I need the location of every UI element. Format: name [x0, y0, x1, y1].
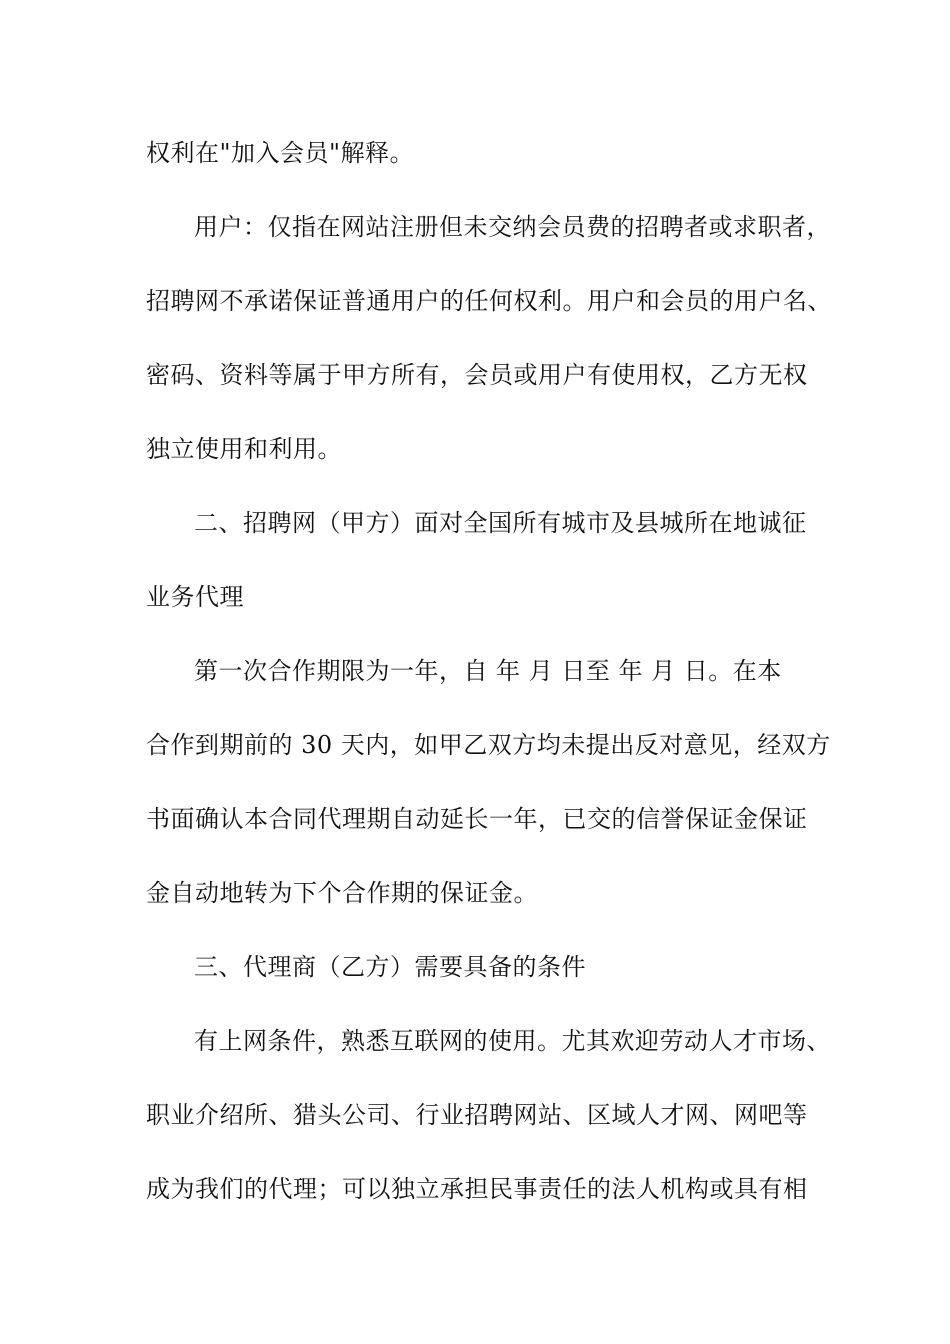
text-line: 金自动地转为下个合作期的保证金。 [146, 879, 538, 907]
text-line: 第一次合作期限为一年，自 年 月 日至 年 月 日。在本 [194, 657, 782, 685]
text-line: 职业介绍所、猎头公司、行业招聘网站、区域人才网、网吧等 [146, 1101, 808, 1129]
text-line: 合作到期前的 30 天内，如甲乙双方均未提出反对意见，经双方 [146, 731, 831, 759]
text-line: 权利在"加入会员"解释。 [146, 139, 415, 167]
text-line: 有上网条件，熟悉互联网的使用。尤其欢迎劳动人才市场、 [194, 1027, 831, 1055]
text-line: 业务代理 [146, 583, 244, 611]
section-heading: 二、招聘网（甲方）面对全国所有城市及县城所在地诚征 [194, 509, 807, 537]
text-line: 招聘网不承诺保证普通用户的任何权利。用户和会员的用户名、 [146, 287, 832, 315]
section-heading: 三、代理商（乙方）需要具备的条件 [194, 953, 586, 981]
text-line: 用户：仅指在网站注册但未交纳会员费的招聘者或求职者， [194, 213, 831, 241]
text-line: 书面确认本合同代理期自动延长一年，已交的信誉保证金保证 [146, 805, 808, 833]
text-line: 密码、资料等属于甲方所有，会员或用户有使用权，乙方无权 [146, 361, 808, 389]
text-line: 独立使用和利用。 [146, 435, 342, 463]
document-body [146, 128, 832, 1238]
text-line: 成为我们的代理；可以独立承担民事责任的法人机构或具有相 [146, 1175, 808, 1203]
